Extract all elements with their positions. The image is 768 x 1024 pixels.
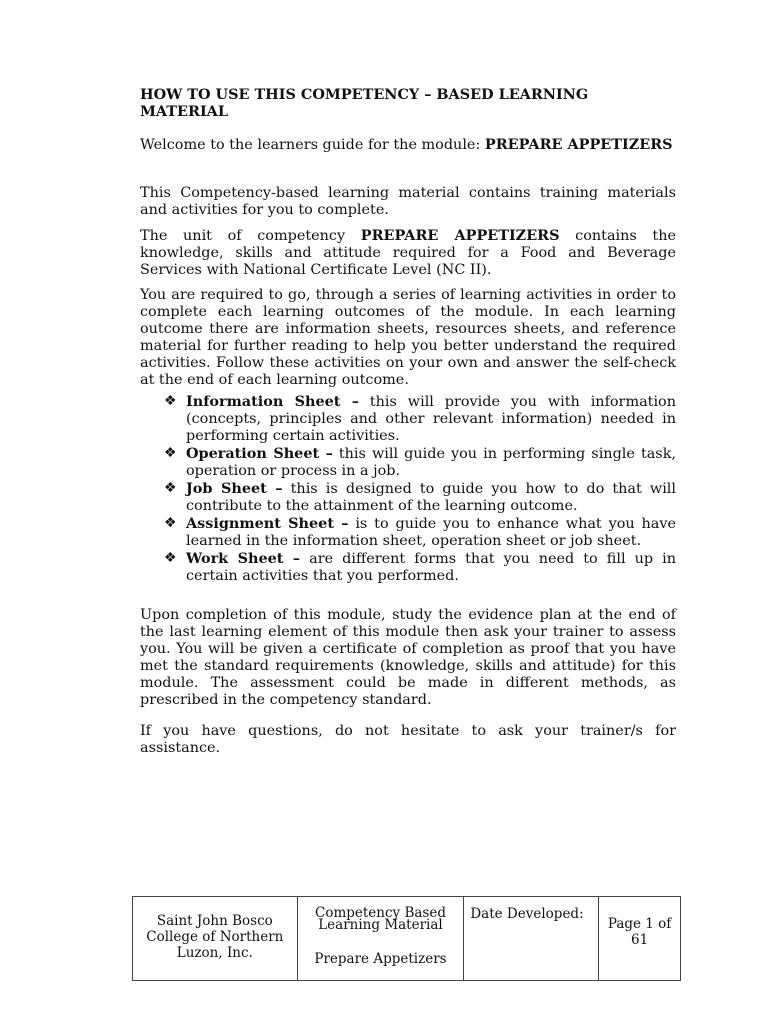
diamond-bullet-icon: ❖ (164, 445, 177, 461)
diamond-bullet-icon: ❖ (164, 515, 177, 531)
page-title: HOW TO USE THIS COMPETENCY – BASED LEARNING MATERIAL (140, 86, 589, 120)
list-item (164, 393, 676, 445)
unit-paragraph (140, 227, 676, 279)
unit-bold: PREPARE APPETIZERS (360, 227, 560, 244)
list-item (164, 550, 676, 585)
sheet-desc: is to guide you to enhance what you have learned in the information sheet, operation sheet or job sheet. (186, 516, 676, 549)
school-name: Saint John Bosco College of Northern Luzon, Inc. (146, 913, 284, 961)
module-name: PREPARE APPETIZERS (484, 136, 673, 153)
sheet-name: Job Sheet – (186, 480, 283, 497)
sheet-name: Operation Sheet – (186, 445, 333, 462)
unit-post: contains the knowledge, skills and attitude required for a Food and Beverage Services with National Certificate Level (NC II). (140, 228, 676, 278)
list-item (164, 445, 676, 480)
diamond-bullet-icon: ❖ (164, 480, 177, 496)
sheet-desc: are different forms that you need to fill up in certain activities that you performed. (186, 551, 676, 584)
date-cell (464, 897, 599, 981)
sheet-list (140, 393, 676, 585)
welcome-paragraph (140, 136, 676, 154)
school-cell (133, 897, 298, 981)
sheet-name: Work Sheet – (186, 550, 301, 567)
sheet-desc: this will provide you with information (concepts, principles and other relevant information) needed in performing certain activities. (186, 394, 676, 444)
sheet-name: Assignment Sheet – (186, 515, 349, 532)
diamond-bullet-icon: ❖ (164, 550, 177, 566)
sheet-desc: this will guide you in performing single task, operation or process in a job. (186, 446, 676, 479)
intro-paragraph: This Competency-based learning material contains training materials and activities for you to complete. (140, 185, 676, 218)
footer-table (132, 896, 681, 981)
diamond-bullet-icon: ❖ (164, 393, 177, 409)
activities-paragraph: You are required to go, through a series of learning activities in order to complete each learning outcomes of the module. In each learning outcome there are information sheets, resources sheets, and reference material for further reading to help you better understand the required activities. Follow these activities on your own and answer the self-check at the end of each learning outcome. (140, 287, 676, 388)
sheet-name: Information Sheet – (186, 393, 359, 410)
document-body (140, 86, 676, 757)
material-title: Competency Based Learning Material (314, 905, 446, 933)
questions-paragraph: If you have questions, do not hesitate to ask your trainer/s for assistance. (140, 723, 676, 756)
material-cell (297, 897, 464, 981)
page-cell (599, 897, 681, 981)
module-title: Prepare Appetizers (314, 951, 447, 967)
sheet-desc: this is designed to guide you how to do that will contribute to the attainment of the learning outcome. (186, 481, 676, 514)
unit-pre: The unit of competency (140, 228, 361, 244)
date-developed-label: Date Developed: (470, 906, 584, 922)
completion-paragraph: Upon completion of this module, study the evidence plan at the end of the last learning element of this module then ask your trainer to assess you. You will be given a certificate of completion as proof that you have met the standard requirements (knowledge, skills and attitude) for this module. The assessment could be made in different methods, as prescribed in the competency standard. (140, 607, 676, 708)
list-item (164, 480, 676, 515)
welcome-text: Welcome to the learners guide for the module: (140, 137, 485, 153)
page-number: Page 1 of 61 (607, 916, 672, 948)
list-item (164, 515, 676, 550)
